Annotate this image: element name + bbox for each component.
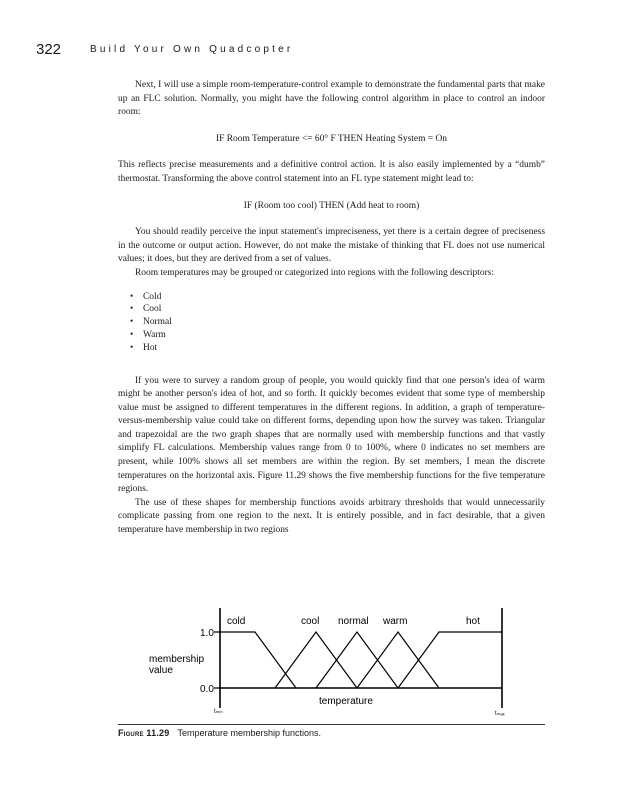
bullet-icon: •: [130, 329, 134, 340]
list-item: • Normal: [130, 317, 172, 328]
page-number: 322: [36, 41, 62, 58]
region-label-hot: hot: [466, 616, 480, 627]
list-item: • Cool: [130, 304, 162, 315]
membership-functions-figure: [140, 605, 520, 720]
tmin-label: tₘᵢₙ: [214, 709, 223, 715]
paragraph-regions: Room temperatures may be grouped or categorized into regions with the following descriptors:: [135, 267, 495, 278]
running-title: Build Your Own Quadcopter: [90, 44, 294, 55]
paragraph-thresholds: The use of these shapes for membership functions avoids arbitrary thresholds that would unnecessarily complicate passing from one region to the next. It is entirely possible, and in fact desirable, that a given temperature have membership in two regions: [118, 497, 545, 536]
paragraph-survey: If you were to survey a random group of people, you would quickly find that one person's idea of warm might be another person's idea of hot, and so forth. It quickly becomes evident that some type of membership value must be assigned to different temperatures in the different regions. In addition, a graph of temperature-versus-membership value could take on different forms, depending upon how the survey was taken. Triangular and trapezoidal are the two graph shapes that are normally used with membership functions and that vastly simplify FL calculations. Membership values range from 0 to 100%, where 0 indicates no set members are present, while 100% shows all set members are within the region. By set members, I mean the discrete temperatures on the horizontal axis. Figure 11.29 shows the five membership functions for the five temperature regions.: [118, 375, 545, 495]
body-text: [118, 79, 545, 538]
descriptor-list: [118, 291, 545, 355]
figure-caption: [118, 728, 321, 738]
bullet-icon: •: [130, 317, 134, 328]
caption-rule: [118, 724, 545, 725]
curve-cool: [275, 632, 357, 688]
curve-normal: [316, 632, 398, 688]
region-label-warm: warm: [383, 616, 408, 627]
x-axis-label: temperature: [319, 696, 373, 707]
statement-fuzzy: IF (Room too cool) THEN (Add heat to room): [243, 200, 420, 211]
paragraph-impreciseness: You should readily perceive the input statement's impreciseness, yet there is a certain degree of preciseness in the outcome or output action. However, do not make the mistake of thinking that FL does not use numerical values; it does, but they are derived from a set of values.: [118, 227, 545, 265]
bullet-icon: •: [130, 342, 134, 353]
y-axis-label-line1: membership: [149, 654, 205, 665]
statement-crisp: IF Room Temperature <= 60° F THEN Heating System = On: [215, 133, 448, 144]
figure-caption-text: Temperature membership functions.: [177, 728, 322, 738]
paragraph-precise: This reflects precise measurements and a definitive control action. It is also easily implemented by a “dumb” thermostat. Transforming the above control statement into an FL type statement might lead to:: [118, 160, 545, 184]
list-item: • Warm: [130, 329, 166, 340]
bullet-icon: •: [130, 291, 134, 302]
region-label-cool: cool: [301, 616, 320, 627]
tmax-label: tₘₐₓ: [495, 711, 505, 717]
curve-warm: [357, 632, 439, 688]
y-tick-label-bottom: 0.0: [200, 684, 214, 695]
list-item: • Hot: [130, 342, 158, 353]
y-axis-label-line2: value: [149, 665, 173, 676]
paragraph-intro: Next, I will use a simple room-temperature-control example to demonstrate the fundamental parts that make up an FLC solution. Normally, you might have the following control algorithm in place to control an indoor room:: [118, 80, 545, 118]
y-tick-label-top: 1.0: [200, 628, 214, 639]
figure-caption-label: Figure 11.29: [118, 728, 170, 738]
bullet-icon: •: [130, 304, 134, 315]
region-label-cold: cold: [227, 616, 246, 627]
region-label-normal: normal: [338, 616, 369, 627]
curve-hot: [398, 632, 502, 688]
list-item: • Cold: [130, 291, 162, 302]
curve-cold: [220, 632, 296, 688]
